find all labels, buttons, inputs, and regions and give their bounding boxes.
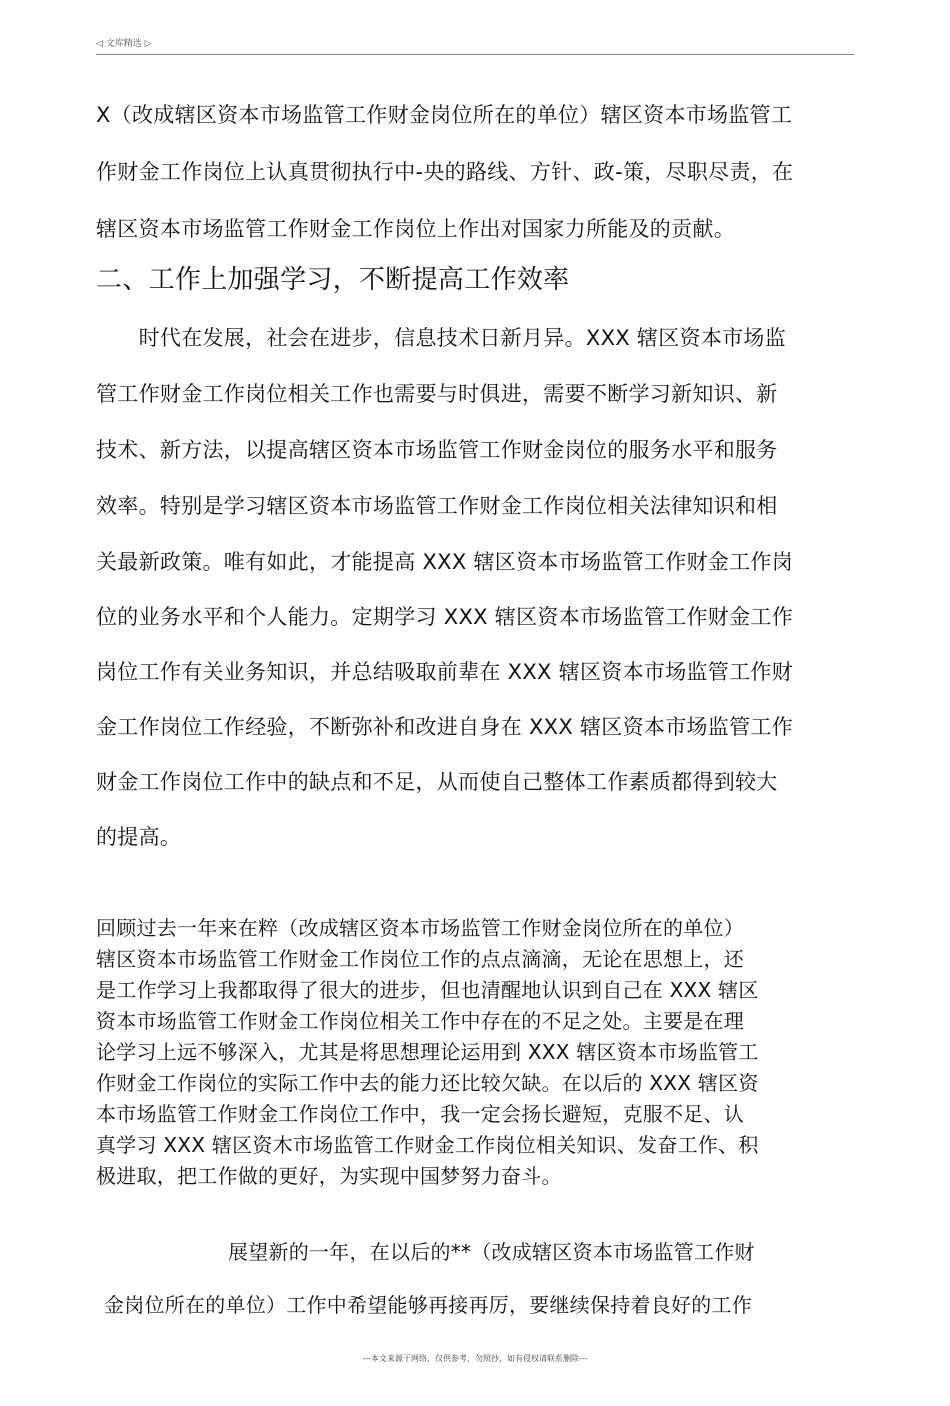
paragraph-line: 岗位工作有关业务知识，并总结吸取前辈在 XXX 辖区资本市场监管工作财	[96, 660, 794, 684]
page-footer: ---本文来源于网络，仅供参考，勿照抄，如有侵权请联系删除---	[362, 1354, 588, 1363]
paragraph-line: 作财金工作岗位上认真贯彻执行中-央的路线、方针、政-策，尽职尽责，在	[96, 160, 794, 184]
paragraph-line: 管工作财金工作岗位相关工作也需要与时俱进，需要不断学习新知识、新	[96, 382, 778, 406]
header-brand: ◁ 文库精选 ▷	[96, 39, 152, 49]
paragraph-line: 作财金工作岗位的实际工作中去的能力还比较欠缺。在以后的 XXX 辖区资	[96, 1071, 759, 1095]
paragraph-line: 的提高。	[96, 825, 182, 849]
paragraph-line: 本市场监管工作财金工作岗位工作中，我一定会扬长避短，克服不足、认	[96, 1102, 744, 1126]
paragraph-line: 回顾过去一年来在粹（改成辖区资本市场监管工作财金岗位所在的单位）	[96, 916, 744, 940]
paragraph-line: 是工作学习上我都取得了很大的进步，但也清醒地认识到自己在 XXX 辖区	[96, 978, 759, 1002]
paragraph-line: 关最新政策。唯有如此，才能提高 XXX 辖区资本市场监管工作财金工作岗	[96, 550, 794, 574]
paragraph-line: 技术、新方法，以提高辖区资本市场监管工作财金岗位的服务水平和服务	[96, 438, 778, 462]
paragraph-line: 真学习 XXX 辖区资木市场监管工作财金工作岗位相关知识、发奋工作、积	[96, 1133, 759, 1157]
paragraph-line: 时代在发展，社会在进步，信息技术日新月异。XXX 辖区资本市场监	[96, 326, 787, 350]
paragraph-line: 极进取，把工作做的更好，为实现中国梦努力奋斗。	[96, 1164, 562, 1188]
paragraph-line: 论学习上远不够深入，尤其是将思想理论运用到 XXX 辖区资本市场监管工	[96, 1040, 759, 1064]
paragraph-line: 资本市场监管工作财金工作岗位相关工作中存在的不足之处。主要是在理	[96, 1009, 744, 1033]
page-header	[96, 36, 854, 54]
paragraph-line: 辖区资本市场监管工作财金工作岗位上作出对国家力所能及的贡献。	[96, 217, 735, 241]
header-divider	[96, 54, 854, 55]
paragraph-line: 金工作岗位工作经验，不断弥补和改进自身在 XXX 辖区资本市场监管工作	[96, 715, 794, 739]
paragraph-line: 效率。特别是学习辖区资本市场监管工作财金工作岗位相关法律知识和相	[96, 494, 778, 518]
paragraph-line: 金岗位所在的单位）工作中希望能够再接再厉，要继续保持着良好的工作	[104, 1293, 752, 1317]
paragraph-line: 辖区资本市场监管工作财金工作岗位工作的点点滴滴，无论在思想上，还	[96, 947, 744, 971]
paragraph-line: X（改成辖区资本市场监管工作财金岗位所在的单位）辖区资本市场监管工	[96, 103, 793, 127]
section-heading: 二、工作上加强学习，不断提高工作效率	[96, 265, 570, 295]
paragraph-line: 展望新的一年，在以后的**（改成辖区资本市场监管工作财	[228, 1240, 755, 1264]
paragraph-line: 位的业务水平和个人能力。定期学习 XXX 辖区资本市场监管工作财金工作	[96, 605, 794, 629]
paragraph-line: 财金工作岗位工作中的缺点和不足，从而使自己整体工作素质都得到较大	[96, 770, 778, 794]
